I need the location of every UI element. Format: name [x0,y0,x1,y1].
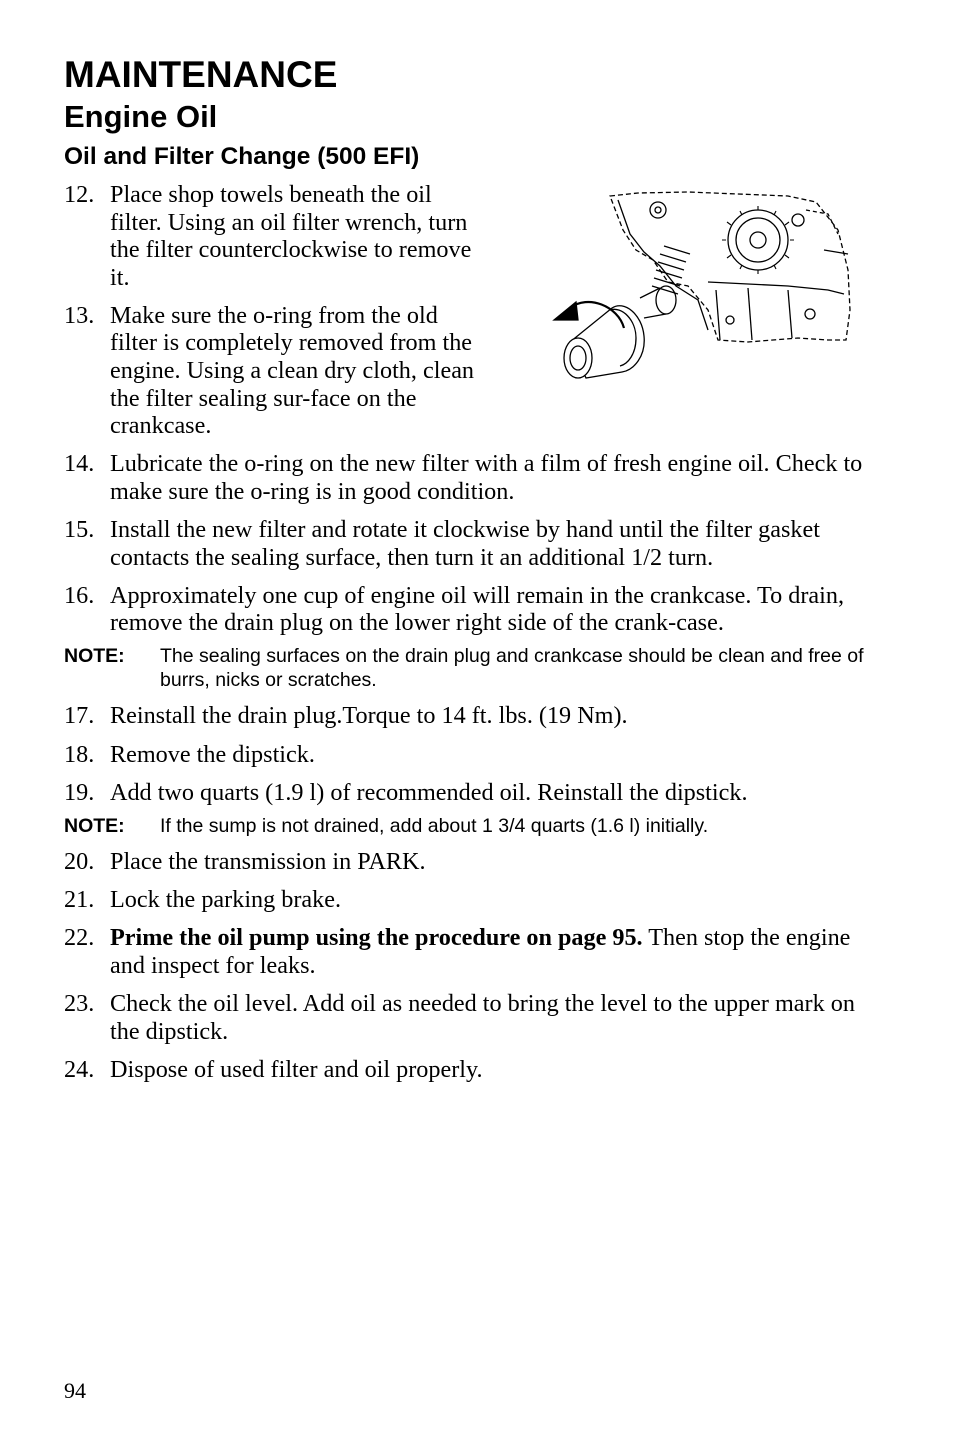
step-text: Install the new filter and rotate it clockwise by hand until the filter gasket contacts the sealing surface, then turn it an additional 1/2 turn. [110,516,820,571]
step-text: Check the oil level. Add oil as needed to bring the level to the upper mark on the dipstick. [110,990,855,1045]
step-21 [64,886,874,914]
step-text: Place shop towels beneath the oil filter. Using an oil filter wrench, turn the filter counterclockwise to remove it. [110,181,472,291]
step-24 [64,1056,874,1084]
step-number: 23. [64,990,95,1018]
note-text: If the sump is not drained, add about 1 3/4 quarts (1.6 l) initially. [160,814,709,837]
page-title: Engine Oil [64,99,218,134]
step-number: 16. [64,581,95,609]
step-15 [64,516,874,571]
step-number: 18. [64,740,95,768]
step-text: Dispose of used filter and oil properly. [110,1055,483,1083]
step-text: Then stop the engine and inspect for leaks. [110,924,851,979]
section-title: MAINTENANCE [64,54,338,95]
step-number: 20. [64,848,95,876]
note-sump [64,815,874,839]
step-text: Make sure the o-ring from the old filter is completely removed from the engine. Using a clean dry cloth, clean the filter sealing sur-face on the crankcase. [110,301,475,440]
step-19 [64,779,874,807]
procedure-steps [64,181,874,1094]
step-text: Lock the parking brake. [110,886,342,914]
note-text: The sealing surfaces on the drain plug and crankcase should be clean and free of burrs, nicks or scratches. [160,645,864,691]
step-12 [64,181,488,291]
step-number: 21. [64,886,95,914]
subsection-title: Oil and Filter Change (500 EFI) [64,143,420,170]
step-number: 17. [64,702,95,730]
step-14 [64,450,874,505]
note-label: NOTE: [64,814,125,837]
step-text: Reinstall the drain plug.Torque to 14 ft. lbs. (19 Nm). [110,702,628,730]
step-number: 12. [64,181,95,208]
step-text: Lubricate the o-ring on the new filter with a film of fresh engine oil. Check to make sure the o-ring is in good condition. [110,450,863,505]
step-number: 19. [64,778,95,806]
step-18 [64,741,874,769]
note-drain-plug [64,645,874,692]
step-20 [64,848,874,876]
page-number: 94 [64,1378,86,1403]
step-text: Place the transmission in PARK. [110,848,426,876]
step-22 [64,924,874,979]
step-number: 13. [64,301,95,329]
step-number: 22. [64,924,95,952]
step-13 [64,302,488,440]
step-number: 14. [64,450,95,478]
note-label: NOTE: [64,645,125,668]
step-text: Add two quarts (1.9 l) of recommended oil. Reinstall the dipstick. [110,778,748,806]
step-emphasis-text: Prime the oil pump using the procedure on page 95. [110,924,643,952]
step-17 [64,702,874,730]
step-23 [64,990,874,1045]
step-16 [64,582,874,637]
step-text: Approximately one cup of engine oil will remain in the crankcase. To drain, remove the drain plug on the lower right side of the crank-case. [110,581,845,637]
step-text: Remove the dipstick. [110,740,315,768]
step-number: 15. [64,516,95,544]
step-number: 24. [64,1055,95,1083]
